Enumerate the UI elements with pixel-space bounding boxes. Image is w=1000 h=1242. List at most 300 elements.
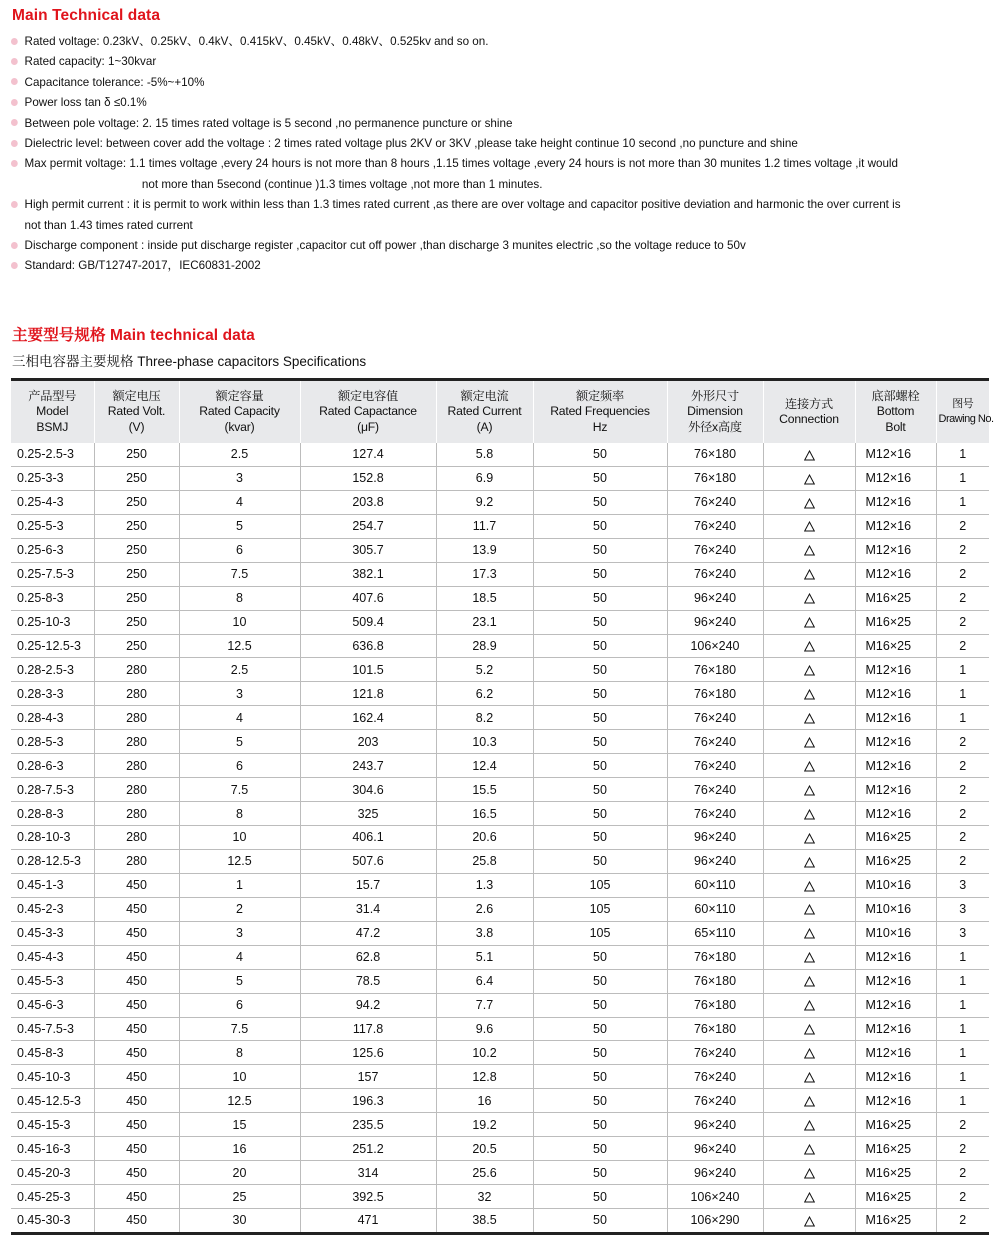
table-cell: 304.6 — [300, 778, 436, 802]
table-cell: 0.25-2.5-3 — [11, 443, 94, 466]
column-header — [179, 380, 300, 444]
column-header-line: Rated Volt. — [107, 404, 166, 419]
section-title-main-technical-data: 主要型号规格 Main technical data — [12, 327, 255, 344]
table-cell: 0.28-8-3 — [11, 802, 94, 826]
table-cell: 50 — [533, 634, 667, 658]
spec-item — [10, 255, 963, 275]
triangle-icon — [804, 689, 815, 700]
table-cell: 28.9 — [436, 634, 533, 658]
triangle-icon — [804, 928, 815, 939]
table-cell: 2 — [936, 634, 989, 658]
table-cell: 0.25-10-3 — [11, 610, 94, 634]
connection-cell — [763, 466, 855, 490]
connection-cell — [763, 993, 855, 1017]
table-row — [11, 706, 989, 730]
triangle-icon — [804, 1024, 815, 1035]
connection-cell — [763, 443, 855, 466]
table-cell: 450 — [94, 1041, 179, 1065]
table-cell: 0.25-12.5-3 — [11, 634, 94, 658]
table-cell: 450 — [94, 1185, 179, 1209]
table-cell: 50 — [533, 993, 667, 1017]
table-cell: 1 — [936, 658, 989, 682]
table-row — [11, 586, 989, 610]
triangle-icon — [804, 474, 815, 485]
spec-text: Capacitance tolerance: -5%~+10% — [24, 74, 205, 89]
table-cell: 16 — [436, 1089, 533, 1113]
table-cell: 76×240 — [667, 538, 763, 562]
table-cell: 250 — [94, 634, 179, 658]
triangle-icon — [804, 641, 815, 652]
table-cell: 50 — [533, 754, 667, 778]
table-cell: 10.3 — [436, 730, 533, 754]
table-cell: 4 — [179, 706, 300, 730]
table-cell: 2 — [936, 826, 989, 850]
connection-cell — [763, 1113, 855, 1137]
column-header-line: Bolt — [885, 419, 906, 434]
table-cell: M16×25 — [855, 1161, 936, 1185]
table-row — [11, 538, 989, 562]
table-cell: 9.6 — [436, 1017, 533, 1041]
table-cell: 12.5 — [179, 1089, 300, 1113]
table-row — [11, 1113, 989, 1137]
table-cell: 235.5 — [300, 1113, 436, 1137]
table-cell: 6 — [179, 993, 300, 1017]
column-header — [533, 380, 667, 444]
table-cell: 50 — [533, 538, 667, 562]
table-cell: 9.2 — [436, 490, 533, 514]
table-cell: M16×25 — [855, 1185, 936, 1209]
triangle-icon — [804, 1000, 815, 1011]
spec-text: Dielectric level: between cover add the voltage : 2 times rated voltage plus 2KV or 3KV ,please take height continue 10 second ,no puncture and shine — [24, 136, 798, 151]
table-cell: 0.45-7.5-3 — [11, 1017, 94, 1041]
table-cell: M16×25 — [855, 610, 936, 634]
table-cell: 96×240 — [667, 1137, 763, 1161]
table-cell: 15.7 — [300, 873, 436, 897]
table-cell: 0.25-3-3 — [11, 466, 94, 490]
table-cell: 450 — [94, 1137, 179, 1161]
table-cell: 7.7 — [436, 993, 533, 1017]
table-cell: M12×16 — [855, 730, 936, 754]
triangle-icon — [804, 881, 815, 892]
table-cell: 30 — [179, 1209, 300, 1234]
spec-item — [10, 113, 963, 133]
table-cell: 106×240 — [667, 1185, 763, 1209]
table-cell: 31.4 — [300, 897, 436, 921]
table-cell: 0.45-8-3 — [11, 1041, 94, 1065]
table-cell: M10×16 — [855, 897, 936, 921]
table-cell: 50 — [533, 1065, 667, 1089]
table-cell: 2 — [936, 514, 989, 538]
table-cell: 50 — [533, 730, 667, 754]
section-title-technical-data: Main Technical data — [12, 7, 161, 24]
connection-cell — [763, 1041, 855, 1065]
table-cell: 50 — [533, 1089, 667, 1113]
table-cell: 50 — [533, 1185, 667, 1209]
table-cell: 243.7 — [300, 754, 436, 778]
connection-cell — [763, 945, 855, 969]
table-cell: 25.8 — [436, 849, 533, 873]
table-cell: M12×16 — [855, 706, 936, 730]
table-cell: 314 — [300, 1161, 436, 1185]
table-row — [11, 490, 989, 514]
column-header-line: 额定电容值 — [338, 388, 398, 403]
connection-cell — [763, 849, 855, 873]
table-cell: 0.45-3-3 — [11, 921, 94, 945]
connection-cell — [763, 778, 855, 802]
table-cell: 0.45-1-3 — [11, 873, 94, 897]
table-cell: 250 — [94, 466, 179, 490]
table-cell: 250 — [94, 586, 179, 610]
table-cell: 450 — [94, 969, 179, 993]
connection-cell — [763, 1089, 855, 1113]
table-cell: 50 — [533, 682, 667, 706]
table-cell: 5.1 — [436, 945, 533, 969]
spec-item — [10, 51, 963, 71]
table-cell: 105 — [533, 873, 667, 897]
table-cell: 0.28-2.5-3 — [11, 658, 94, 682]
table-cell: 60×110 — [667, 873, 763, 897]
spec-text: Rated voltage: 0.23kV、0.25kV、0.4kV、0.415kV、0.45kV、0.48kV、0.525kv and so on. — [24, 34, 489, 48]
table-cell: 5 — [179, 514, 300, 538]
table-cell: 8 — [179, 586, 300, 610]
table-cell: 38.5 — [436, 1209, 533, 1234]
bullet-icon — [11, 160, 18, 167]
column-header-line: Drawing No. — [938, 413, 994, 425]
table-cell: 10 — [179, 610, 300, 634]
table-cell: 76×240 — [667, 1089, 763, 1113]
table-cell: 1 — [179, 873, 300, 897]
table-cell: 20 — [179, 1161, 300, 1185]
column-header-line: (μF) — [357, 419, 379, 434]
column-header-line: 产品型号 — [28, 388, 77, 403]
table-cell: 6.9 — [436, 466, 533, 490]
connection-cell — [763, 706, 855, 730]
column-header — [300, 380, 436, 444]
table-cell: 50 — [533, 706, 667, 730]
table-cell: M12×16 — [855, 945, 936, 969]
table-cell: 96×240 — [667, 826, 763, 850]
table-cell: M16×25 — [855, 849, 936, 873]
table-cell: 78.5 — [300, 969, 436, 993]
table-cell: M12×16 — [855, 466, 936, 490]
table-cell: 0.28-4-3 — [11, 706, 94, 730]
table-row — [11, 873, 989, 897]
table-cell: 76×240 — [667, 754, 763, 778]
table-cell: 2 — [179, 897, 300, 921]
table-row — [11, 969, 989, 993]
spec-text: Power loss tan δ ≤0.1% — [24, 95, 147, 110]
spec-item — [10, 72, 963, 92]
table-row — [11, 1017, 989, 1041]
connection-cell — [763, 1137, 855, 1161]
table-cell: 450 — [94, 993, 179, 1017]
table-cell: M16×25 — [855, 1137, 936, 1161]
table-cell: 1 — [936, 1065, 989, 1089]
triangle-icon — [804, 976, 815, 987]
table-cell: 50 — [533, 1137, 667, 1161]
table-cell: 0.45-5-3 — [11, 969, 94, 993]
triangle-icon — [804, 1168, 815, 1179]
bullet-icon — [11, 242, 18, 249]
table-cell: M10×16 — [855, 921, 936, 945]
table-cell: 76×240 — [667, 1041, 763, 1065]
table-cell: 76×180 — [667, 969, 763, 993]
triangle-icon — [804, 809, 815, 820]
connection-cell — [763, 730, 855, 754]
column-header-line: Rated Capacity — [199, 404, 280, 419]
table-cell: 0.25-6-3 — [11, 538, 94, 562]
table-cell: 6 — [179, 538, 300, 562]
table-cell: 25.6 — [436, 1161, 533, 1185]
table-cell: 6 — [179, 754, 300, 778]
table-cell: 2 — [936, 730, 989, 754]
table-cell: 15.5 — [436, 778, 533, 802]
table-row — [11, 1041, 989, 1065]
triangle-icon — [804, 569, 815, 580]
spec-item — [10, 31, 963, 51]
table-cell: 76×180 — [667, 443, 763, 466]
table-cell: 20.6 — [436, 826, 533, 850]
triangle-icon — [804, 857, 815, 868]
table-cell: 8 — [179, 1041, 300, 1065]
table-cell: 2 — [936, 538, 989, 562]
column-header-line: 额定电压 — [112, 388, 161, 403]
table-cell: 10 — [179, 826, 300, 850]
table-cell: M12×16 — [855, 514, 936, 538]
table-cell: 250 — [94, 538, 179, 562]
table-cell: 0.45-20-3 — [11, 1161, 94, 1185]
triangle-icon — [804, 761, 815, 772]
column-header-line: Connection — [779, 412, 839, 426]
table-cell: 2 — [936, 849, 989, 873]
table-cell: 12.5 — [179, 849, 300, 873]
table-cell: 0.28-6-3 — [11, 754, 94, 778]
table-cell: M16×25 — [855, 586, 936, 610]
table-cell: M12×16 — [855, 562, 936, 586]
triangle-icon — [804, 450, 815, 461]
spec-text-continuation: not than 1.43 times rated current — [24, 217, 193, 232]
table-cell: M12×16 — [855, 1017, 936, 1041]
table-cell: 8 — [179, 802, 300, 826]
table-cell: 2 — [936, 610, 989, 634]
connection-cell — [763, 1161, 855, 1185]
table-cell: 3 — [936, 897, 989, 921]
table-cell: 0.28-5-3 — [11, 730, 94, 754]
table-cell: 392.5 — [300, 1185, 436, 1209]
table-cell: 47.2 — [300, 921, 436, 945]
table-cell: 250 — [94, 490, 179, 514]
table-cell: 450 — [94, 873, 179, 897]
connection-cell — [763, 634, 855, 658]
table-cell: 0.45-2-3 — [11, 897, 94, 921]
table-cell: 162.4 — [300, 706, 436, 730]
column-header-line: 图号 — [952, 397, 974, 410]
table-cell: 76×240 — [667, 1065, 763, 1089]
table-cell: 2 — [936, 586, 989, 610]
table-cell: 325 — [300, 802, 436, 826]
spec-item — [10, 235, 963, 255]
table-cell: 1 — [936, 993, 989, 1017]
connection-cell — [763, 1065, 855, 1089]
table-cell: 76×240 — [667, 730, 763, 754]
table-row — [11, 921, 989, 945]
table-cell: 117.8 — [300, 1017, 436, 1041]
table-row — [11, 466, 989, 490]
column-header-line: BSMJ — [36, 419, 69, 434]
table-cell: 19.2 — [436, 1113, 533, 1137]
table-cell: 96×240 — [667, 586, 763, 610]
table-cell: 50 — [533, 1041, 667, 1065]
bullet-icon — [11, 99, 18, 106]
connection-cell — [763, 562, 855, 586]
table-cell: 7.5 — [179, 778, 300, 802]
column-header-line: 底部螺栓 — [871, 388, 920, 403]
table-cell: M16×25 — [855, 1209, 936, 1234]
connection-cell — [763, 514, 855, 538]
table-cell: 50 — [533, 610, 667, 634]
table-cell: 50 — [533, 466, 667, 490]
table-cell: 250 — [94, 562, 179, 586]
column-header-line: (A) — [476, 419, 493, 434]
column-header — [936, 380, 994, 444]
table-cell: 96×240 — [667, 1113, 763, 1137]
table-cell: 450 — [94, 1161, 179, 1185]
triangle-icon — [804, 665, 815, 676]
table-cell: 5.8 — [436, 443, 533, 466]
table-cell: M16×25 — [855, 1113, 936, 1137]
table-cell: 450 — [94, 1017, 179, 1041]
table-cell: 305.7 — [300, 538, 436, 562]
table-cell: 471 — [300, 1209, 436, 1234]
column-header-line: Rated Current — [447, 404, 522, 419]
table-cell: M12×16 — [855, 538, 936, 562]
table-cell: M10×16 — [855, 873, 936, 897]
table-cell: 50 — [533, 1209, 667, 1234]
table-row — [11, 514, 989, 538]
column-header-line: 额定频率 — [576, 388, 624, 403]
spec-text-continuation: not more than 5second (continue )1.3 times voltage ,not more than 1 minutes. — [141, 176, 543, 191]
triangle-icon — [804, 617, 815, 628]
table-cell: 2 — [936, 1209, 989, 1234]
table-cell: 0.45-15-3 — [11, 1113, 94, 1137]
table-cell: M16×25 — [855, 826, 936, 850]
table-cell: 20.5 — [436, 1137, 533, 1161]
table-cell: 280 — [94, 849, 179, 873]
table-cell: 2 — [936, 778, 989, 802]
column-header-line: Rated Capactance — [319, 404, 417, 419]
table-cell: 50 — [533, 586, 667, 610]
table-cell: 101.5 — [300, 658, 436, 682]
table-row — [11, 658, 989, 682]
table-cell: 2 — [936, 1137, 989, 1161]
table-cell: 76×180 — [667, 682, 763, 706]
table-cell: 96×240 — [667, 849, 763, 873]
table-cell: 450 — [94, 1089, 179, 1113]
table-cell: 636.8 — [300, 634, 436, 658]
table-cell: 62.8 — [300, 945, 436, 969]
table-cell: 507.6 — [300, 849, 436, 873]
table-cell: 76×240 — [667, 562, 763, 586]
table-cell: 10 — [179, 1065, 300, 1089]
table-cell: 1 — [936, 682, 989, 706]
table-cell: 50 — [533, 562, 667, 586]
table-cell: 0.28-3-3 — [11, 682, 94, 706]
spec-text: Discharge component : inside put discharge register ,capacitor cut off power ,than discharge 3 munites electric ,so the voltage reduce to 50v — [24, 238, 746, 253]
table-cell: 50 — [533, 778, 667, 802]
table-cell: 2 — [936, 754, 989, 778]
table-cell: 7.5 — [179, 562, 300, 586]
table-cell: 50 — [533, 826, 667, 850]
triangle-icon — [804, 1144, 815, 1155]
triangle-icon — [804, 545, 815, 556]
table-cell: 50 — [533, 490, 667, 514]
column-header — [855, 380, 936, 444]
table-cell: 2.5 — [179, 443, 300, 466]
table-cell: 1 — [936, 945, 989, 969]
connection-cell — [763, 754, 855, 778]
table-cell: 23.1 — [436, 610, 533, 634]
column-header-line: 外形尺寸 — [691, 388, 739, 403]
column-header-line: 外径x高度 — [688, 419, 742, 434]
table-row — [11, 1089, 989, 1113]
table-cell: 13.9 — [436, 538, 533, 562]
table-cell: 96×240 — [667, 610, 763, 634]
table-cell: 203.8 — [300, 490, 436, 514]
triangle-icon — [804, 737, 815, 748]
spec-list — [10, 31, 992, 276]
table-cell: 2.5 — [179, 658, 300, 682]
triangle-icon — [804, 785, 815, 796]
table-row — [11, 826, 989, 850]
table-row — [11, 1161, 989, 1185]
table-cell: 280 — [94, 682, 179, 706]
spec-text: Rated capacity: 1~30kvar — [24, 54, 157, 69]
triangle-icon — [804, 498, 815, 509]
table-cell: 2 — [936, 562, 989, 586]
table-cell: M12×16 — [855, 754, 936, 778]
table-cell: M12×16 — [855, 443, 936, 466]
column-header — [94, 380, 179, 444]
table-row — [11, 897, 989, 921]
table-cell: 10.2 — [436, 1041, 533, 1065]
table-cell: 2 — [936, 1185, 989, 1209]
table-cell: 106×240 — [667, 634, 763, 658]
connection-cell — [763, 802, 855, 826]
table-cell: 12.8 — [436, 1065, 533, 1089]
table-row — [11, 778, 989, 802]
three-phase-capacitor-table — [11, 378, 994, 1235]
connection-cell — [763, 826, 855, 850]
table-cell: 105 — [533, 921, 667, 945]
table-cell: M12×16 — [855, 490, 936, 514]
table-cell: 121.8 — [300, 682, 436, 706]
table-cell: 152.8 — [300, 466, 436, 490]
table-cell: 0.28-7.5-3 — [11, 778, 94, 802]
table-cell: 0.45-16-3 — [11, 1137, 94, 1161]
column-header — [763, 380, 855, 444]
table-row — [11, 993, 989, 1017]
table-body — [11, 443, 989, 1233]
table-cell: 106×290 — [667, 1209, 763, 1234]
connection-cell — [763, 873, 855, 897]
table-cell: 12.5 — [179, 634, 300, 658]
table-cell: 16.5 — [436, 802, 533, 826]
column-header-line: Rated Frequencies — [550, 404, 650, 419]
column-header-line: 连接方式 — [785, 396, 833, 411]
table-cell: 76×180 — [667, 993, 763, 1017]
table-cell: 1 — [936, 706, 989, 730]
connection-cell — [763, 658, 855, 682]
